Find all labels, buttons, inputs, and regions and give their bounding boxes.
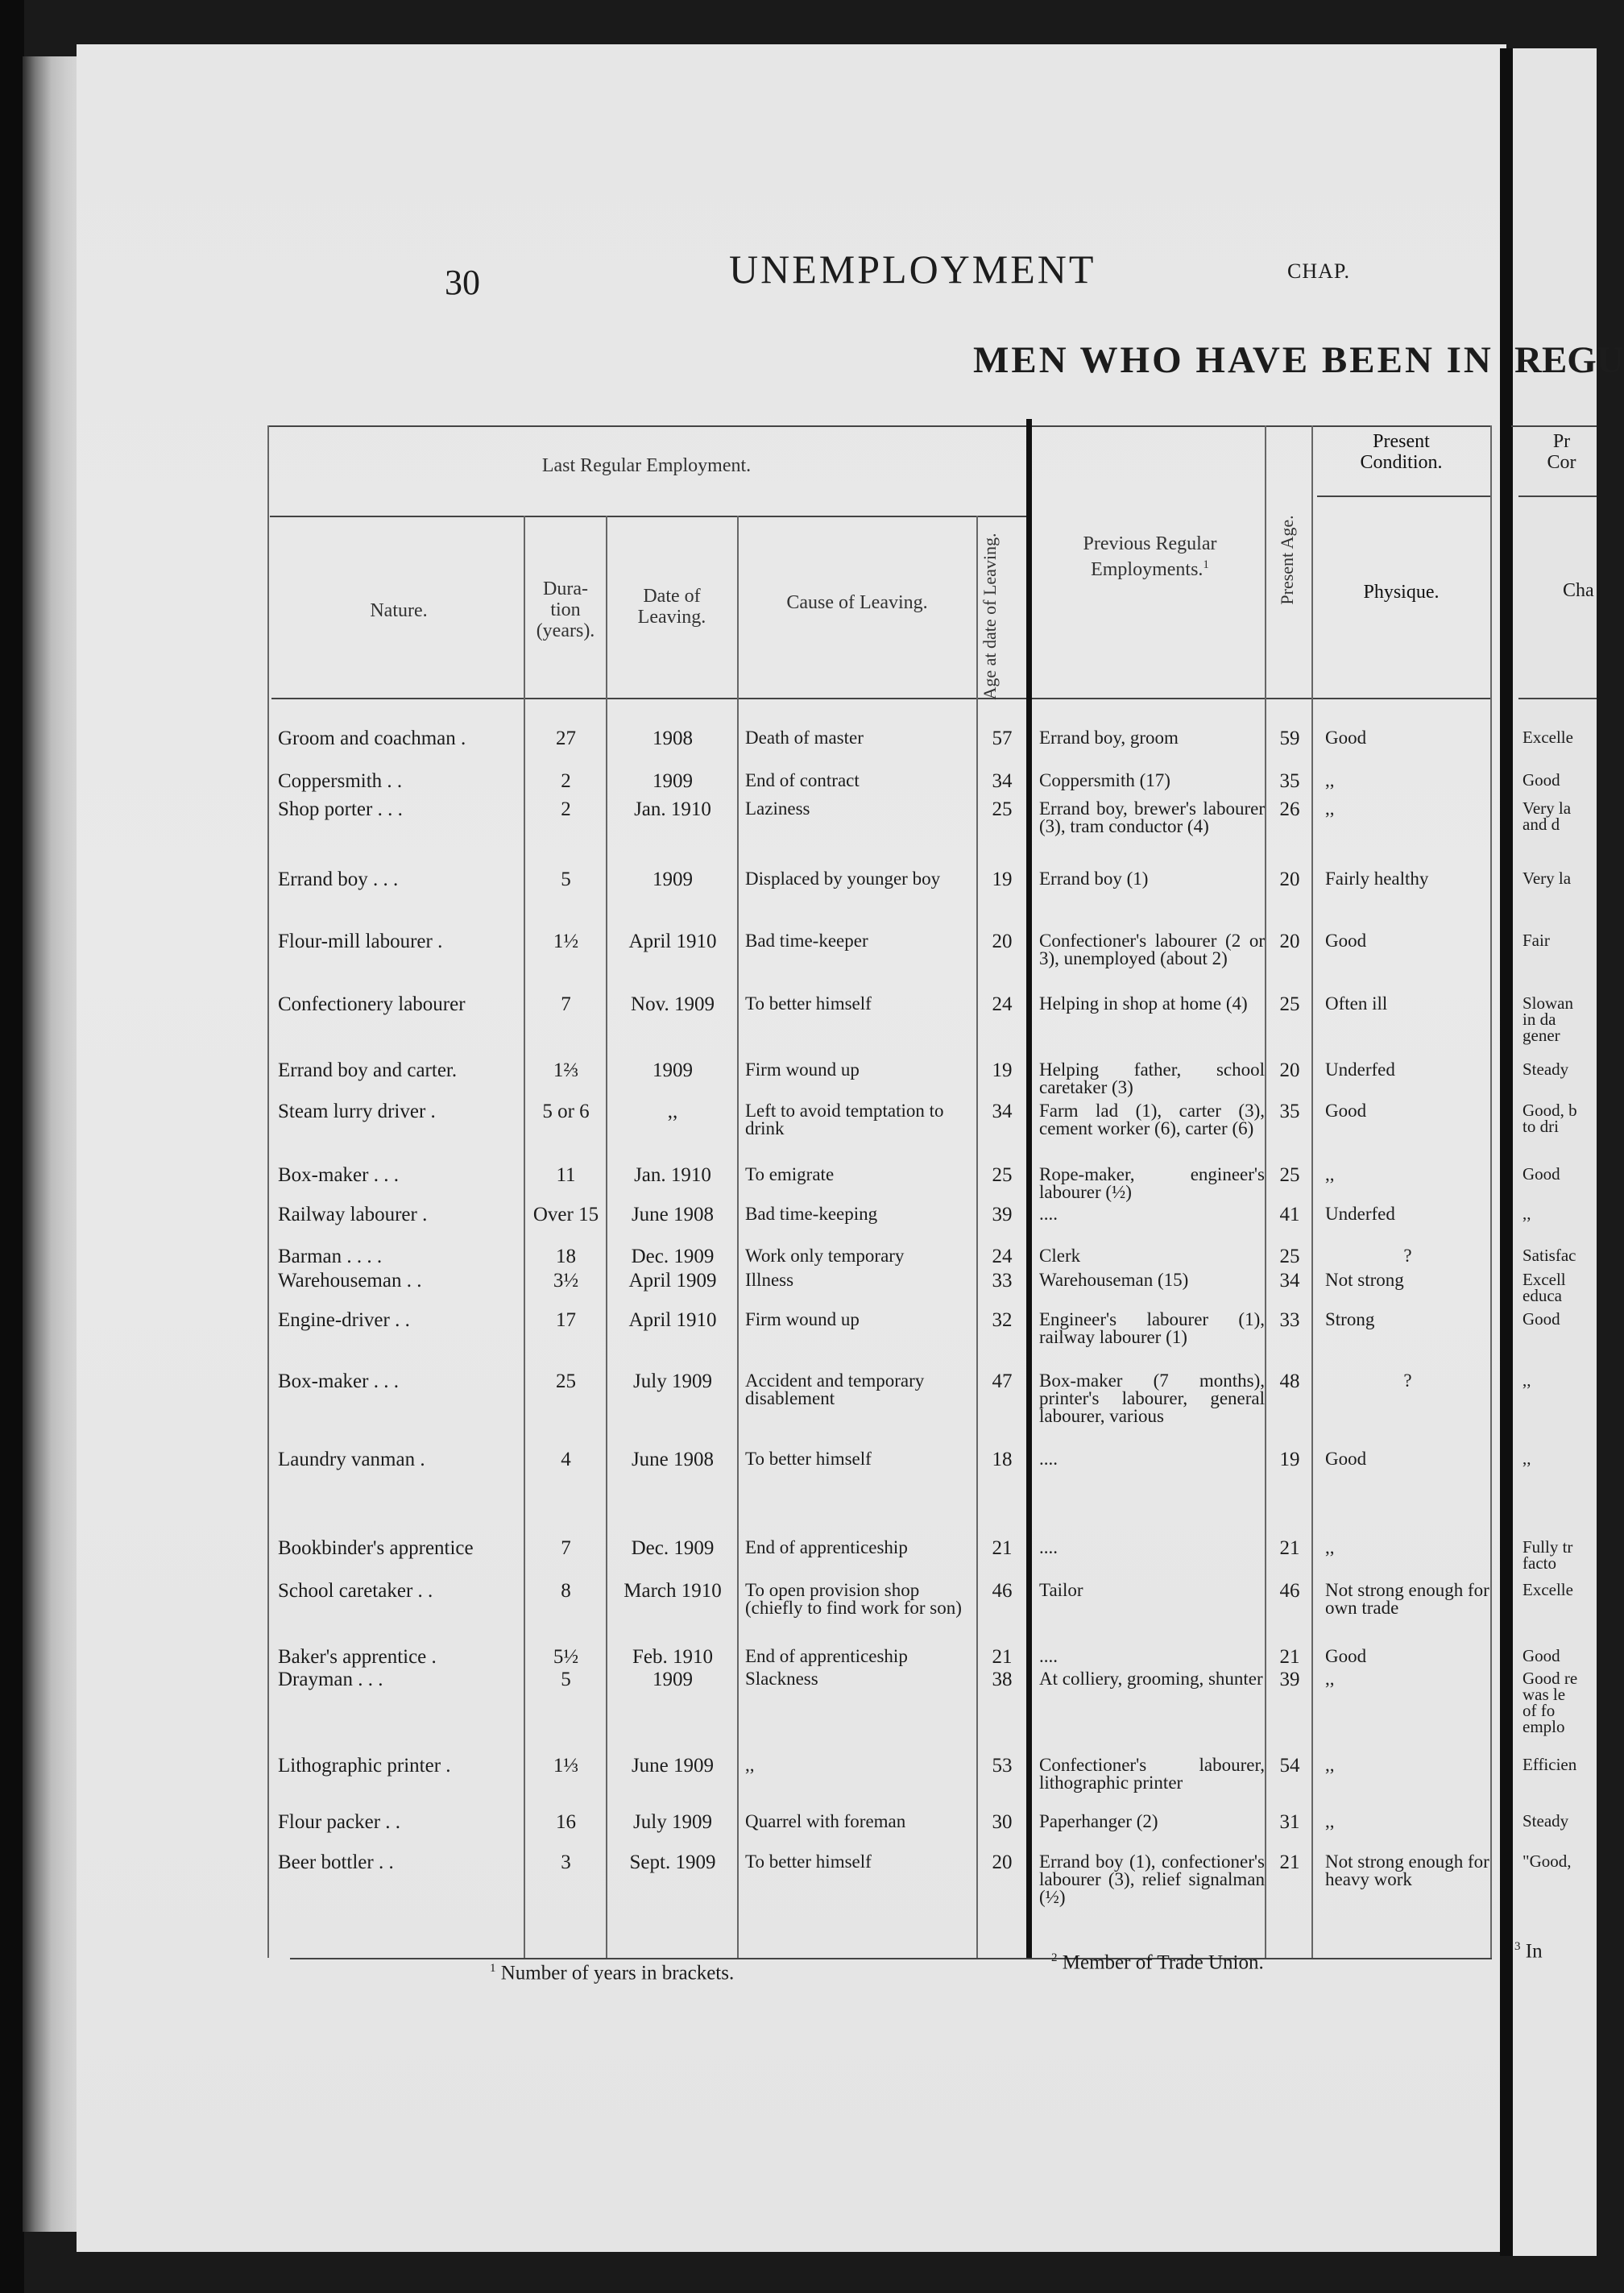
leader-dots: . . . . [342,1246,383,1267]
cell-duration: 8 [561,1580,571,1602]
cell-age-at-leaving: 20 [992,1851,1013,1873]
cell-previous-employments: Helping father, school caretaker (3) [1039,1059,1265,1097]
cell-age-at-leaving: 19 [992,1059,1013,1081]
cell-previous-employments: Box-maker (7 months), printer's labourer, general labourer, various [1039,1370,1265,1426]
cell-cause: End of apprenticeship [745,1537,908,1557]
cell-duration: 25 [556,1370,576,1392]
cell-nature [278,1166,524,1184]
cell-previous-employments: .... [1039,1537,1058,1557]
cell-nature-text: Railway labourer [278,1204,417,1225]
table-bottom-rule [290,1958,1492,1959]
cell-nature [278,1205,524,1224]
cell-date: Jan. 1910 [634,1164,711,1186]
facing-condition-rule [1518,496,1597,497]
cell-cause: Bad time-keeping [745,1204,878,1224]
cell-date: July 1909 [633,1370,712,1392]
leader-dots: . [416,1204,428,1225]
cell-duration: Over 15 [532,1204,599,1225]
cell-previous-employments: Farm lad (1), carter (3), cement worker (6), carter (6) [1039,1101,1265,1138]
cell-physique: Good [1325,728,1367,748]
cell-duration: 11 [556,1164,576,1186]
cell-cause: Firm wound up [745,1309,860,1329]
leader-dots: . [432,931,443,952]
cell-nature-text: Beer bottler [278,1851,374,1873]
cell-date: Dec. 1909 [631,1537,715,1559]
footnote-3-text: In [1525,1940,1543,1963]
cell-present-age: 21 [1279,1537,1300,1559]
cell-physique: Good [1325,1449,1367,1469]
cell-cause: To better himself [745,1851,872,1872]
cell-physique: ,, [1325,770,1335,790]
cell-nature [278,870,524,889]
leader-dots: . . . [368,1370,399,1392]
cell-age-at-leaving: 21 [992,1537,1013,1559]
cell-present-age: 41 [1279,1204,1300,1225]
cell-present-age: 25 [1279,1164,1300,1186]
cell-date: June 1908 [631,1204,715,1225]
cell-facing-character: Good [1522,1646,1560,1665]
cell-nature-text: Coppersmith [278,770,383,792]
cell-nature-text: Shop porter [278,798,373,820]
cell-previous-employments: .... [1039,1449,1058,1469]
cell-nature-text: School caretaker [278,1580,413,1602]
cell-present-age: 20 [1279,869,1300,890]
cell-present-age: 35 [1279,1101,1300,1122]
cell-present-age: 26 [1279,798,1300,820]
leader-dots: . . [412,1580,433,1602]
col-rule-nature [524,516,525,1958]
cell-date: 1908 [652,728,693,749]
cell-physique: Good [1325,1646,1367,1666]
footnote-3-cut [1514,1940,1597,1963]
cell-age-at-leaving: 18 [992,1449,1013,1470]
cell-cause: To better himself [745,1449,872,1469]
footnote-2-mark: 2 [1051,1951,1058,1964]
cell-facing-character: Fair [1522,931,1550,950]
cell-age-at-leaving: 25 [992,1164,1013,1186]
cell-present-age: 31 [1279,1811,1300,1833]
cell-facing-character: Steady [1522,1059,1569,1079]
col-rule-cause [976,516,978,1958]
cell-duration: 2 [561,770,571,792]
cell-age-at-leaving: 53 [992,1755,1013,1777]
cell-duration: 1½ [553,931,579,952]
cell-nature [278,1311,524,1329]
cell-nature-text: Flour packer [278,1811,381,1833]
cell-date: Nov. 1909 [631,993,715,1015]
cell-physique: Not strong enough for own trade [1325,1580,1489,1618]
cell-date: 1909 [652,869,693,890]
cell-cause: Bad time-keeper [745,931,868,951]
cell-date: 1909 [652,1669,693,1690]
cell-previous-employments: Helping in shop at home (4) [1039,993,1248,1014]
leader-dots: . [425,1101,436,1122]
chapter-mark: CHAP. [1287,259,1350,283]
cell-age-at-leaving: 21 [992,1646,1013,1668]
condition-header-rule [1317,496,1490,497]
cell-present-age: 54 [1279,1755,1300,1777]
cell-nature-text: Box-maker [278,1164,369,1186]
cell-physique: ? [1403,1246,1412,1266]
cell-age-at-leaving: 25 [992,798,1013,820]
leader-dots: . . . [367,869,399,890]
footnote-1-text: Number of years in brackets. [500,1962,735,1984]
header-present-condition: Present Condition. [1360,431,1443,473]
footnote-2-text: Member of Trade Union. [1062,1951,1264,1974]
cell-physique: Not strong enough for heavy work [1325,1851,1489,1889]
cell-duration: 27 [556,728,576,749]
leader-dots: . . [373,1851,394,1873]
cell-age-at-leaving: 30 [992,1811,1013,1833]
cell-facing-character: Excelle [1522,728,1573,747]
cell-date: July 1909 [633,1811,712,1833]
cell-date: April 1909 [628,1270,717,1292]
leader-dots: . . [382,770,403,792]
cell-age-at-leaving: 33 [992,1270,1013,1292]
cell-facing-character: Good, b to dri [1522,1101,1577,1136]
cell-previous-employments: Warehouseman (15) [1039,1270,1189,1290]
cell-previous-employments: Engineer's labourer (1), railway labourer (1) [1039,1309,1265,1347]
cell-physique: Underfed [1325,1059,1395,1080]
facing-header-rule [1518,698,1597,699]
cell-physique: ,, [1325,1669,1335,1689]
cell-age-at-leaving: 38 [992,1669,1013,1690]
facing-table-top-rule [1511,425,1597,427]
header-previous-employments [1039,533,1261,580]
cell-cause: End of apprenticeship [745,1646,908,1666]
cell-physique: ,, [1325,798,1335,819]
cell-facing-character: Good re was le of fo emplo [1522,1669,1578,1736]
cell-date: 1909 [652,1059,693,1081]
group-header-rule [270,516,1027,517]
header-bottom-rule [271,698,1492,699]
leader-dots: . [426,1646,437,1668]
cell-physique: Often ill [1325,993,1388,1014]
cell-nature-text: Laundry vanman [278,1449,416,1470]
col-rule-physique [1490,425,1492,1958]
cell-duration: 5 [561,1669,571,1690]
cell-nature [278,1372,524,1391]
cell-previous-employments: Paperhanger (2) [1039,1811,1158,1831]
cell-nature [278,729,524,748]
cell-previous-employments: Rope-maker, engineer's labourer (½) [1039,1164,1265,1202]
cell-previous-employments: Coppersmith (17) [1039,770,1170,790]
cell-facing-character: Slowan in da gener [1522,993,1573,1045]
cell-previous-employments: Tailor [1039,1580,1083,1600]
cell-facing-character: Fully tr facto [1522,1537,1573,1573]
cell-duration: 2 [561,798,571,820]
cell-date: Feb. 1910 [632,1646,713,1668]
cell-age-at-leaving: 46 [992,1580,1013,1602]
cell-duration: 5½ [553,1646,579,1668]
leader-dots: . [451,1059,458,1081]
leader-dots: . . . [353,1669,383,1690]
cell-date: Dec. 1909 [631,1246,715,1267]
cell-cause: Quarrel with foreman [745,1811,906,1831]
cell-age-at-leaving: 34 [992,770,1013,792]
cell-nature-text: Warehouseman [278,1270,402,1292]
cell-cause: Left to avoid temptation to drink [745,1101,944,1138]
cell-nature-text: Baker's apprentice [278,1646,427,1668]
cell-age-at-leaving: 19 [992,869,1013,890]
cell-date: March 1910 [624,1580,722,1602]
cell-cause: Death of master [745,728,864,748]
cell-previous-employments: Errand boy, groom [1039,728,1179,748]
cell-previous-employments: Clerk [1039,1246,1081,1266]
cell-facing-character: "Good, [1522,1851,1572,1871]
cell-previous-employments: Errand boy (1), confectioner's labourer (3), relief signalman (½) [1039,1851,1265,1907]
header-last-regular-employment: Last Regular Employment. [541,455,752,476]
cell-cause: ,, [745,1755,755,1775]
cell-facing-character: Satisfac [1522,1246,1576,1265]
cell-physique: Not strong [1325,1270,1404,1290]
leader-dots: . . [389,1309,410,1331]
cell-nature [278,800,524,819]
cell-cause: Laziness [745,798,810,819]
cell-cause: Accident and temporary disablement [745,1370,925,1408]
cell-duration: 1⅓ [553,1755,579,1777]
cell-physique: Underfed [1325,1204,1395,1224]
cell-facing-character: Efficien [1522,1755,1577,1774]
cell-date: June 1909 [631,1755,715,1777]
footnote-1 [490,1962,734,1984]
cell-date: June 1908 [631,1449,715,1470]
cell-present-age: 33 [1279,1309,1300,1331]
cell-date: April 1910 [628,931,717,952]
cell-previous-employments: Confectioner's labourer, lithographic printer [1039,1755,1265,1793]
section-title-continued: REGU [1514,339,1624,381]
cell-date: Sept. 1909 [629,1851,716,1873]
col-rule-left [267,425,269,1958]
leader-dots: . [455,728,466,749]
header-physique: Physique. [1363,582,1440,603]
cell-nature [278,772,524,790]
cell-previous-employments: At colliery, grooming, shunter [1039,1669,1263,1689]
cell-present-age: 35 [1279,770,1300,792]
leader-dots: . [441,1755,451,1777]
cell-nature [278,932,524,951]
cell-physique: Good [1325,931,1367,951]
cell-previous-employments: Errand boy (1) [1039,869,1149,889]
cell-present-age: 59 [1279,728,1300,749]
facing-header-character: Cha [1563,580,1594,601]
cell-physique: ,, [1325,1811,1335,1831]
cell-present-age: 39 [1279,1669,1300,1690]
cell-facing-character: Excelle [1522,1580,1573,1599]
cell-present-age: 25 [1279,1246,1300,1267]
col-rule-present-age [1311,425,1313,1958]
cell-nature-text: Flour-mill labourer [278,931,433,952]
cell-facing-character: Steady [1522,1811,1569,1831]
cell-duration: 7 [561,1537,571,1559]
cell-age-at-leaving: 39 [992,1204,1013,1225]
page-number: 30 [445,263,480,302]
footnote-3-mark: 3 [1514,1940,1521,1953]
cell-duration: 3½ [553,1270,579,1292]
section-title: MEN WHO HAVE BEEN IN [973,339,1494,381]
cell-nature-text: Errand boy and carter [278,1059,452,1081]
cell-nature [278,1582,524,1600]
cell-duration: 4 [561,1449,571,1470]
cell-physique: ,, [1325,1164,1335,1184]
cell-physique: ,, [1325,1755,1335,1775]
table-top-rule [267,425,1492,427]
cell-age-at-leaving: 57 [992,728,1013,749]
cell-previous-employments: .... [1039,1204,1058,1224]
cell-present-age: 20 [1279,1059,1300,1081]
cell-age-at-leaving: 24 [992,1246,1013,1267]
cell-duration: 7 [561,993,571,1015]
cell-nature-text: Groom and coachman [278,728,456,749]
running-head: UNEMPLOYMENT [729,247,1096,292]
cell-previous-employments: Confectioner's labourer (2 or 3), unemployed (about 2) [1039,931,1265,968]
cell-facing-character: ,, [1522,1370,1531,1390]
cell-cause: To emigrate [745,1164,835,1184]
header-age-at-leaving: Age at date of Leaving. [980,533,1000,700]
cell-present-age: 25 [1279,993,1300,1015]
cell-present-age: 21 [1279,1851,1300,1873]
cell-duration: 5 [561,869,571,890]
cell-date: Jan. 1910 [634,798,711,820]
leader-dots: . . . [372,798,403,820]
book-spine [0,0,24,2293]
cell-previous-employments: .... [1039,1646,1058,1666]
cell-physique: ,, [1325,1537,1335,1557]
leader-dots: . . [401,1270,422,1292]
cell-nature [278,1247,524,1266]
cell-physique: ? [1403,1370,1412,1391]
cell-nature [278,1813,524,1831]
header-cause-of-leaving: Cause of Leaving. [786,592,928,613]
cell-age-at-leaving: 20 [992,931,1013,952]
cell-age-at-leaving: 47 [992,1370,1013,1392]
footnote-2 [1051,1951,1264,1974]
cell-nature [278,1853,524,1872]
header-date-of-leaving: Date of Leaving. [637,586,706,628]
cell-facing-character: ,, [1522,1449,1531,1468]
cell-present-age: 19 [1279,1449,1300,1470]
leader-dots: . . . [368,1164,399,1186]
cell-cause: Displaced by younger boy [745,869,941,889]
leader-dots: . . [380,1811,401,1833]
cell-nature [278,1648,524,1666]
header-previous-label: Previous Regular Employments. [1083,533,1217,580]
cell-nature [278,1061,524,1080]
col-rule-previous [1265,425,1266,1958]
cell-cause: Work only temporary [745,1246,905,1266]
cell-duration: 3 [561,1851,571,1873]
col-rule-duration [606,516,607,1958]
cell-cause: End of contract [745,770,860,790]
footnote-ref-1: 1 [1203,558,1209,571]
cell-nature-text: Drayman [278,1669,354,1690]
cell-facing-character: Excell educa [1522,1270,1566,1305]
cell-age-at-leaving: 32 [992,1309,1013,1331]
cell-facing-character: Good [1522,770,1560,790]
cell-duration: 18 [556,1246,576,1267]
cell-date: 1909 [652,770,693,792]
cell-facing-character: Good [1522,1309,1560,1329]
cell-previous-employments: Errand boy, brewer's labourer (3), tram conductor (4) [1039,798,1265,836]
cell-nature [278,1102,524,1121]
cell-nature [278,995,524,1014]
cell-nature [278,1539,524,1557]
footnote-1-mark: 1 [490,1962,496,1975]
col-rule-date [737,516,739,1958]
header-present-age: Present Age. [1277,515,1297,605]
cell-facing-character: Good [1522,1164,1560,1184]
cell-cause: To better himself [745,993,872,1014]
facing-header-condition: Pr Cor [1547,431,1576,473]
cell-nature-text: Confectionery labourer [278,993,466,1015]
cell-present-age: 48 [1279,1370,1300,1392]
cell-nature [278,1450,524,1469]
cell-nature-text: Engine-driver [278,1309,390,1331]
cell-present-age: 20 [1279,931,1300,952]
cell-present-age: 34 [1279,1270,1300,1292]
cell-nature [278,1271,524,1290]
cell-age-at-leaving: 24 [992,993,1013,1015]
cell-duration: 16 [556,1811,576,1833]
cell-duration: 17 [556,1309,576,1331]
cell-cause: Firm wound up [745,1059,860,1080]
cell-nature-text: Box-maker [278,1370,369,1392]
header-duration: Dura- tion (years). [536,578,595,641]
cell-nature-text: Steam lurry driver [278,1101,426,1122]
cell-facing-character: Very la and d [1522,798,1572,834]
cell-age-at-leaving: 34 [992,1101,1013,1122]
cell-date: ,, [667,1101,678,1122]
leader-dots: . [415,1449,425,1470]
cell-present-age: 21 [1279,1646,1300,1668]
cell-present-age: 46 [1279,1580,1300,1602]
cell-physique: Fairly healthy [1325,869,1429,889]
col-rule-age-thick [1026,419,1032,1958]
cell-facing-character: Very la [1522,869,1572,888]
cell-nature [278,1670,524,1689]
cell-cause: Slackness [745,1669,818,1689]
cell-duration: 5 or 6 [542,1101,590,1122]
cell-nature-text: Lithographic printer [278,1755,441,1777]
cell-duration: 1⅔ [553,1059,579,1081]
cell-cause: To open provision shop (chiefly to find work for son) [745,1580,962,1618]
cell-cause: Illness [745,1270,794,1290]
cell-physique: Good [1325,1101,1367,1121]
cell-nature [278,1756,524,1775]
cell-date: April 1910 [628,1309,717,1331]
cell-facing-character: ,, [1522,1204,1531,1223]
cell-nature-text: Errand boy [278,869,368,890]
cell-physique: Strong [1325,1309,1375,1329]
cell-nature-text: Bookbinder's apprentice [278,1537,474,1559]
header-nature: Nature. [370,600,428,621]
cell-nature-text: Barman [278,1246,342,1267]
